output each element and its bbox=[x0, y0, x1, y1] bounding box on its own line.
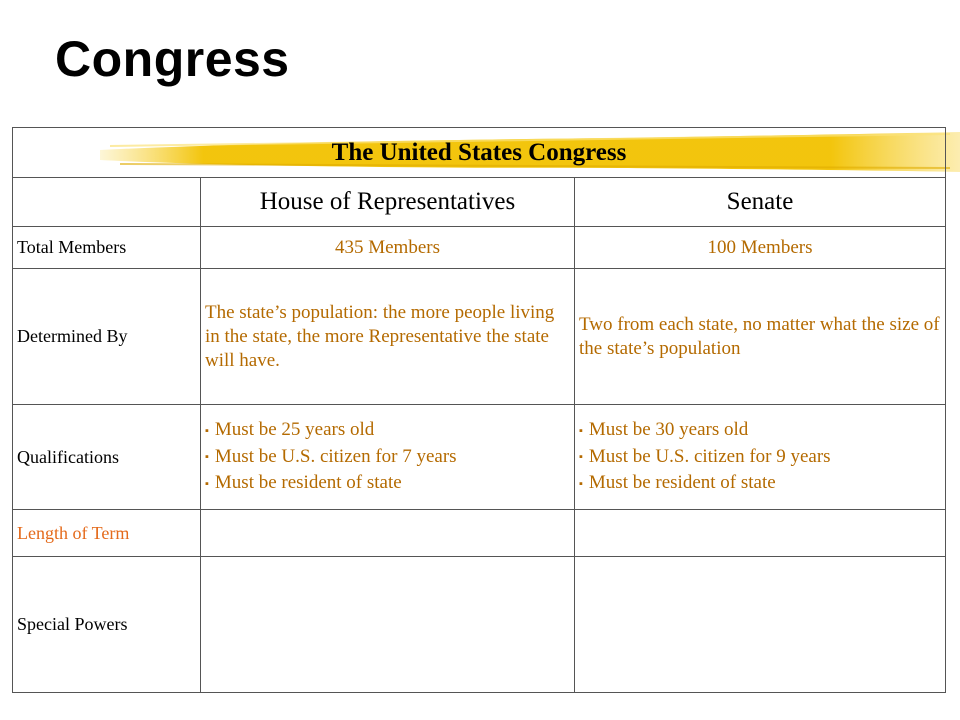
bullet-icon: ▪ bbox=[205, 424, 209, 437]
header-senate: Senate bbox=[575, 178, 946, 227]
list-item: ▪ Must be resident of state bbox=[205, 472, 402, 494]
list-item: ▪ Must be 30 years old bbox=[579, 419, 749, 441]
bullet-icon: ▪ bbox=[579, 477, 583, 490]
table-row bbox=[13, 227, 946, 269]
table-caption: The United States Congress bbox=[13, 128, 946, 178]
house-determined-by: The state’s population: the more people living in the state, the more Representative the state will have. bbox=[201, 269, 575, 405]
house-special-powers bbox=[201, 557, 575, 693]
house-total-members: 435 Members bbox=[201, 227, 575, 269]
senate-determined-by: Two from each state, no matter what the size of the state’s population bbox=[575, 269, 946, 405]
header-house: House of Representatives bbox=[201, 178, 575, 227]
senate-total-members: 100 Members bbox=[575, 227, 946, 269]
row-label-special-powers: Special Powers bbox=[13, 557, 201, 693]
table-caption-row bbox=[13, 128, 946, 178]
list-item: ▪ Must be resident of state bbox=[579, 472, 776, 494]
table-row bbox=[13, 405, 946, 510]
row-label-total-members: Total Members bbox=[13, 227, 201, 269]
header-empty bbox=[13, 178, 201, 227]
list-item: ▪ Must be 25 years old bbox=[205, 419, 375, 441]
bullet-icon: ▪ bbox=[579, 451, 583, 464]
senate-qualifications bbox=[575, 405, 946, 510]
house-length-of-term bbox=[201, 510, 575, 557]
congress-table bbox=[12, 127, 946, 693]
row-label-length-of-term: Length of Term bbox=[13, 510, 201, 557]
list-item: ▪ Must be U.S. citizen for 9 years bbox=[579, 445, 831, 467]
bullet-icon: ▪ bbox=[205, 451, 209, 464]
row-label-determined-by: Determined By bbox=[13, 269, 201, 405]
table-header-row bbox=[13, 178, 946, 227]
senate-special-powers bbox=[575, 557, 946, 693]
senate-length-of-term bbox=[575, 510, 946, 557]
row-label-qualifications: Qualifications bbox=[13, 405, 201, 510]
table-row bbox=[13, 557, 946, 693]
table-row bbox=[13, 510, 946, 557]
slide-title: Congress bbox=[55, 31, 290, 87]
bullet-icon: ▪ bbox=[579, 424, 583, 437]
bullet-icon: ▪ bbox=[205, 477, 209, 490]
list-item: ▪ Must be U.S. citizen for 7 years bbox=[205, 445, 457, 467]
house-qualifications bbox=[201, 405, 575, 510]
table-row bbox=[13, 269, 946, 405]
